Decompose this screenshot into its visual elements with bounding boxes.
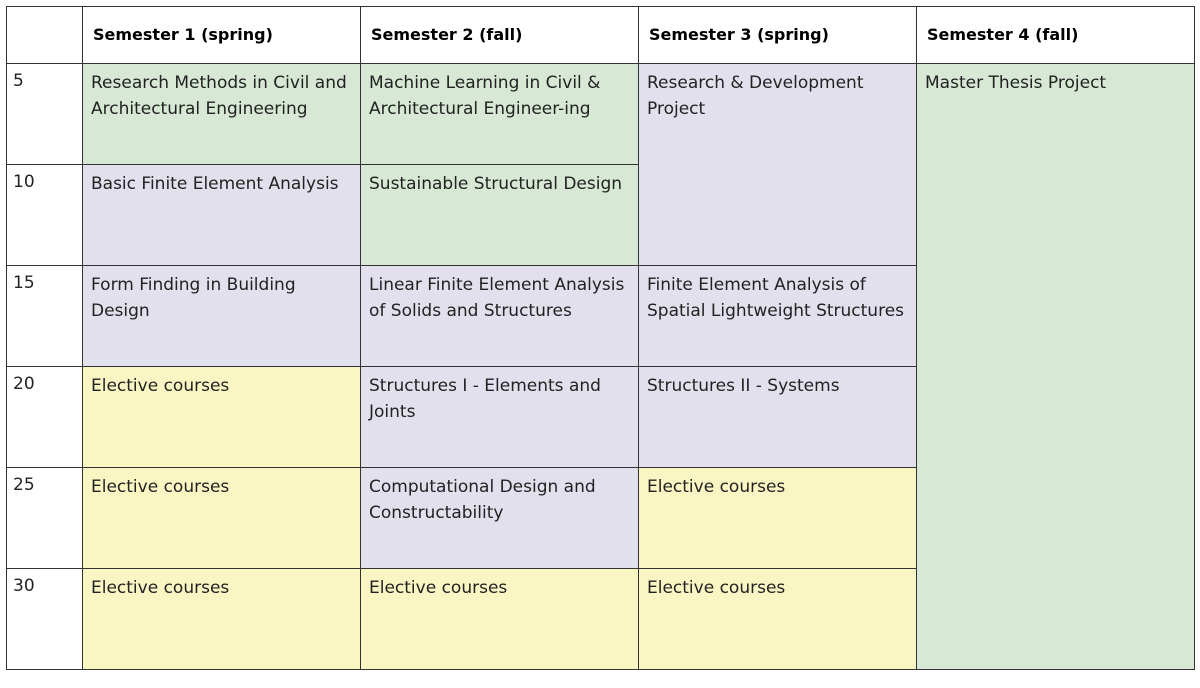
curriculum-table-container xyxy=(6,6,1195,670)
course-cell: Structures I - Elements and Joints xyxy=(361,367,639,468)
semester-3-header: Semester 3 (spring) xyxy=(639,7,917,64)
course-cell: Machine Learning in Civil & Architectural Engineer-ing xyxy=(361,64,639,165)
course-cell: Research & Development Project xyxy=(639,64,917,266)
elective-cell: Elective courses xyxy=(639,468,917,569)
credit-label: 30 xyxy=(7,569,83,670)
semester-4-header: Semester 4 (fall) xyxy=(917,7,1195,64)
credit-row-5 xyxy=(7,64,1195,165)
course-cell: Form Finding in Building Design xyxy=(83,266,361,367)
credit-label: 5 xyxy=(7,64,83,165)
course-cell: Structures II - Systems xyxy=(639,367,917,468)
credit-label: 15 xyxy=(7,266,83,367)
elective-cell: Elective courses xyxy=(83,468,361,569)
course-cell: Linear Finite Element Analysis of Solids and Structures xyxy=(361,266,639,367)
elective-cell: Elective courses xyxy=(83,367,361,468)
course-cell: Finite Element Analysis of Spatial Lightweight Structures xyxy=(639,266,917,367)
semester-2-header: Semester 2 (fall) xyxy=(361,7,639,64)
credit-label: 20 xyxy=(7,367,83,468)
thesis-cell: Master Thesis Project xyxy=(917,64,1195,670)
header-row xyxy=(7,7,1195,64)
semester-1-header: Semester 1 (spring) xyxy=(83,7,361,64)
corner-cell xyxy=(7,7,83,64)
course-cell: Computational Design and Constructability xyxy=(361,468,639,569)
elective-cell: Elective courses xyxy=(639,569,917,670)
course-cell: Basic Finite Element Analysis xyxy=(83,165,361,266)
curriculum-table xyxy=(6,6,1195,670)
elective-cell: Elective courses xyxy=(361,569,639,670)
credit-label: 10 xyxy=(7,165,83,266)
course-cell: Sustainable Structural Design xyxy=(361,165,639,266)
credit-label: 25 xyxy=(7,468,83,569)
elective-cell: Elective courses xyxy=(83,569,361,670)
course-cell: Research Methods in Civil and Architectural Engineering xyxy=(83,64,361,165)
